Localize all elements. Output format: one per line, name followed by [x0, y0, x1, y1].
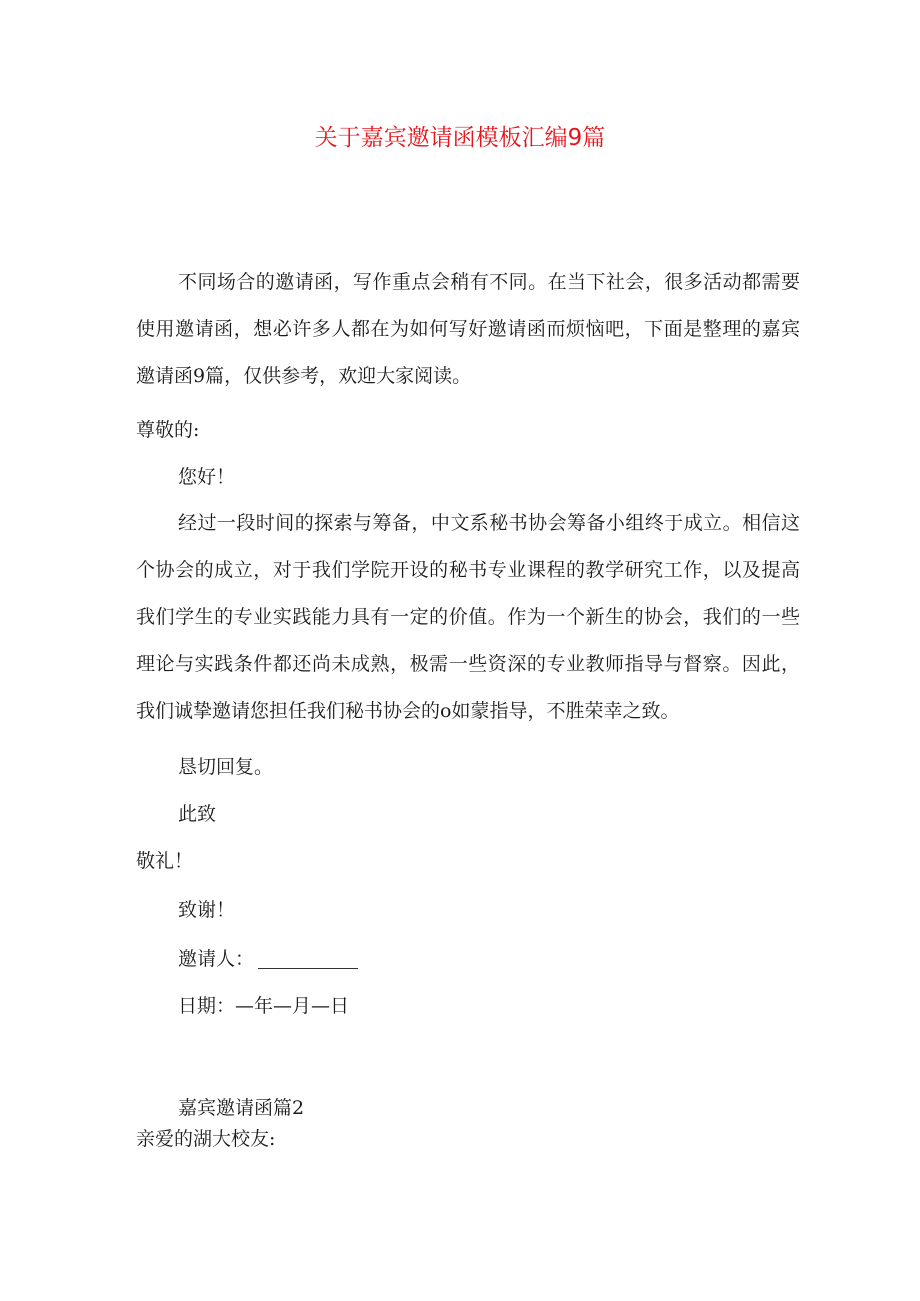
salutation: 尊敬的: [136, 419, 200, 441]
inviter-label: 邀请人： [178, 948, 255, 970]
closing-line-1: 此致 [178, 803, 217, 825]
greeting: 您好！ [178, 466, 236, 488]
reply-line: 恳切回复。 [178, 756, 274, 778]
section2-heading: 嘉宾邀请函篇2 [178, 1097, 305, 1119]
inviter-line [178, 944, 358, 974]
inviter-blank [258, 948, 358, 969]
document-title: 关于嘉宾邀请函模板汇编9篇 [314, 125, 606, 151]
section2-salutation: 亲爱的湖大校友: [136, 1128, 276, 1150]
date-line: 日期：—年—月—日 [178, 995, 350, 1017]
closing-line-2: 敬礼！ [136, 850, 194, 872]
thanks-line: 致谢！ [178, 899, 236, 921]
body-paragraph: 经过一段时间的探索与筹备，中文系秘书协会筹备小组终于成立。相信这个协会的成立，对于我们学院开设的秘书专业课程的教学研究工作，以及提高我们学生的专业实践能力具有一定的价值。作为一个新生的协会，我们的一些理论与实践条件都还尚未成熟，极需一些资深的专业教师指导与督察。因此，我们诚挚邀请您担任我们秘书协会的o如蒙指导，不胜荣幸之致。 [136, 512, 800, 722]
intro-paragraph: 不同场合的邀请函，写作重点会稍有不同。在当下社会，很多活动都需要使用邀请函，想必许多人都在为如何写好邀请函而烦恼吧，下面是整理的嘉宾邀请函9篇，仅供参考，欢迎大家阅读。 [136, 271, 800, 387]
